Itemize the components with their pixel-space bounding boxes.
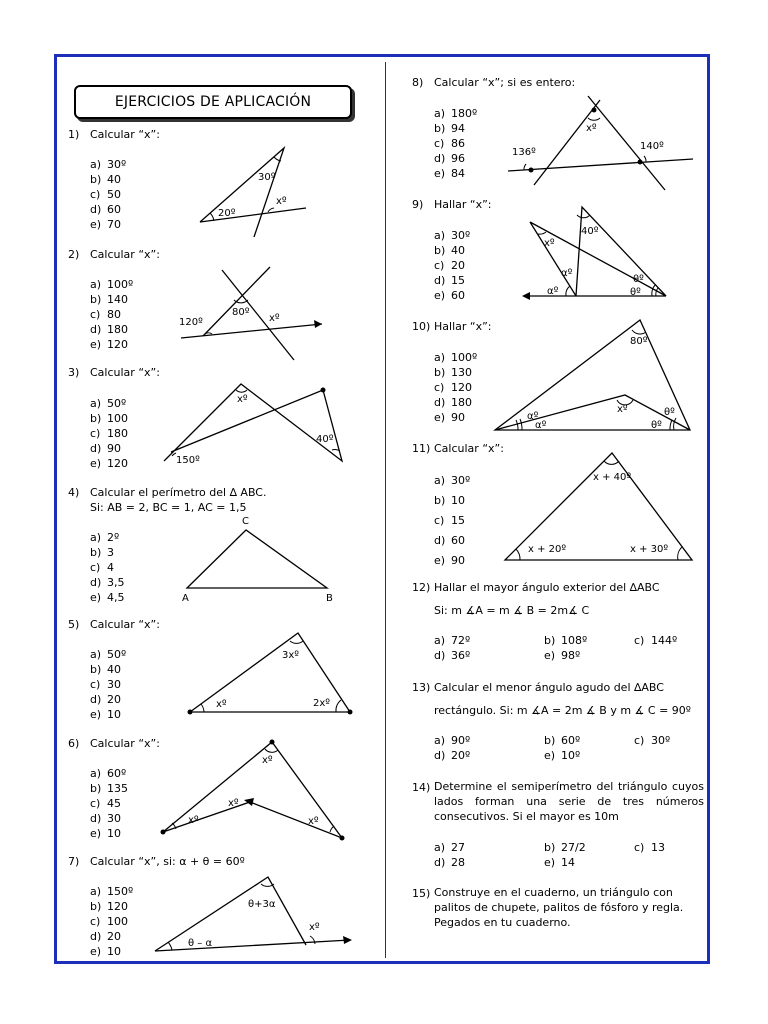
svg-text:136º: 136º xyxy=(512,147,536,158)
svg-text:B: B xyxy=(326,593,333,604)
problem-11: 11) Calcular “x”: xyxy=(412,442,504,455)
svg-text:2xº: 2xº xyxy=(313,698,330,709)
svg-text:xº: xº xyxy=(262,755,273,766)
problem-3: 3) Calcular “x”: xyxy=(68,366,160,379)
svg-text:αº: αº xyxy=(547,286,559,297)
angle-label: xº xyxy=(276,196,287,207)
problem-15: Construye en el cuaderno, un triángulo con palitos de chupete, palitos de fósforo y regla. Pegados en tu cuaderno. xyxy=(434,886,684,929)
problem-15-number: 15) xyxy=(412,887,431,900)
question-text: Calcular “x”: xyxy=(90,128,160,141)
svg-text:A: A xyxy=(182,593,189,604)
svg-text:xº: xº xyxy=(308,816,319,827)
problem-13: 13) Calcular el menor ángulo agudo del ∆ABC xyxy=(412,681,664,694)
options-4: a) 2º b) 3 c) 4 d) 3,5 e) 4,5 xyxy=(90,531,125,604)
option-a: a) 30º xyxy=(90,158,127,171)
options-8: a) 180º b) 94 c) 86 d) 96 e) 84 xyxy=(434,107,478,180)
option-c: c) 50 xyxy=(90,188,121,201)
problem-14-number: 14) xyxy=(412,781,431,794)
svg-text:x + 20º: x + 20º xyxy=(528,544,567,555)
svg-text:xº: xº xyxy=(617,404,628,415)
options-6: a) 60º b) 135 c) 45 d) 30 e) 10 xyxy=(90,767,128,840)
worksheet-title: EJERCICIOS DE APLICACIÓN xyxy=(74,85,352,119)
angle-label: 30º xyxy=(258,172,276,183)
svg-text:x + 40º: x + 40º xyxy=(593,472,632,483)
options-10: a) 100º b) 130 c) 120 d) 180 e) 90 xyxy=(434,351,478,424)
svg-text:80º: 80º xyxy=(232,307,250,318)
svg-text:40º: 40º xyxy=(316,434,334,445)
options-14: a) 27 b) 27/2 c) 13 d) 28 e) 14 xyxy=(434,841,665,869)
svg-text:150º: 150º xyxy=(176,455,200,466)
options-5: a) 50º b) 40 c) 30 d) 20 e) 10 xyxy=(90,648,127,721)
option-e: e) 70 xyxy=(90,218,121,231)
problem-2: 2) Calcular “x”: xyxy=(68,248,160,261)
problem-12-given: Si: m ∡A = m ∡ B = 2m∡ C xyxy=(434,604,590,617)
svg-text:xº: xº xyxy=(216,699,227,710)
svg-text:140º: 140º xyxy=(640,141,664,152)
svg-text:θº: θº xyxy=(651,420,662,431)
problem-7: 7) Calcular “x”, si: α + θ = 60º xyxy=(68,855,245,868)
svg-text:xº: xº xyxy=(237,394,248,405)
problem-13-given: rectángulo. Si: m ∡A = 2m ∡ B y m ∡ C = 90º xyxy=(434,704,691,717)
angle-label: 20º xyxy=(218,208,236,219)
problem-4-given: Si: AB = 2, BC = 1, AC = 1,5 xyxy=(90,501,247,514)
svg-text:40º: 40º xyxy=(581,226,599,237)
svg-text:αº: αº xyxy=(535,420,547,431)
options-13: a) 90º b) 60º c) 30º d) 20º e) 10º xyxy=(434,734,671,762)
problem-9: 9) Hallar “x”: xyxy=(412,198,492,211)
svg-text:120º: 120º xyxy=(179,317,203,328)
options-7: a) 150º b) 120 c) 100 d) 20 e) 10 xyxy=(90,885,134,958)
options-9: a) 30º b) 40 c) 20 d) 15 e) 60 xyxy=(434,229,471,302)
svg-text:xº: xº xyxy=(228,798,239,809)
svg-text:80º: 80º xyxy=(630,336,648,347)
problem-4: 4) Calcular el perímetro del ∆ ABC. xyxy=(68,486,267,499)
svg-text:xº: xº xyxy=(544,238,555,249)
svg-text:θº: θº xyxy=(664,407,675,418)
svg-text:xº: xº xyxy=(309,922,320,933)
problem-8: 8) Calcular “x”; si es entero: xyxy=(412,76,576,89)
svg-text:αº: αº xyxy=(561,268,573,279)
svg-text:xº: xº xyxy=(586,123,597,134)
options-2: a) 100º b) 140 c) 80 d) 180 e) 120 xyxy=(90,278,134,351)
problem-14: Determine el semiperímetro del triángulo cuyos lados forman una serie de tres números consecutivos. Si el mayor es 10m xyxy=(434,780,704,823)
svg-text:xº: xº xyxy=(269,313,280,324)
option-d: d) 60 xyxy=(90,203,121,216)
svg-text:θº: θº xyxy=(630,287,641,298)
svg-text:θº: θº xyxy=(633,274,644,285)
option-b: b) 40 xyxy=(90,173,121,186)
svg-text:αº: αº xyxy=(527,411,539,422)
problem-5: 5) Calcular “x”: xyxy=(68,618,160,631)
svg-text:θ – α: θ – α xyxy=(188,938,213,949)
problem-number: 1) xyxy=(68,128,80,141)
svg-text:θ+3α: θ+3α xyxy=(248,899,276,910)
svg-text:C: C xyxy=(242,516,249,527)
options-12: a) 72º b) 108º c) 144º d) 36º e) 98º xyxy=(434,634,678,662)
options-3: a) 50º b) 100 c) 180 d) 90 e) 120 xyxy=(90,397,128,470)
svg-text:x + 30º: x + 30º xyxy=(630,544,669,555)
problem-10: 10) Hallar “x”: xyxy=(412,320,492,333)
svg-text:3xº: 3xº xyxy=(282,650,299,661)
problem-6: 6) Calcular “x”: xyxy=(68,737,160,750)
svg-text:xº: xº xyxy=(188,815,199,826)
problem-12: 12) Hallar el mayor ángulo exterior del ∆ABC xyxy=(412,581,660,594)
options-11: a) 30º b) 10 c) 15 d) 60 e) 90 xyxy=(434,474,471,567)
